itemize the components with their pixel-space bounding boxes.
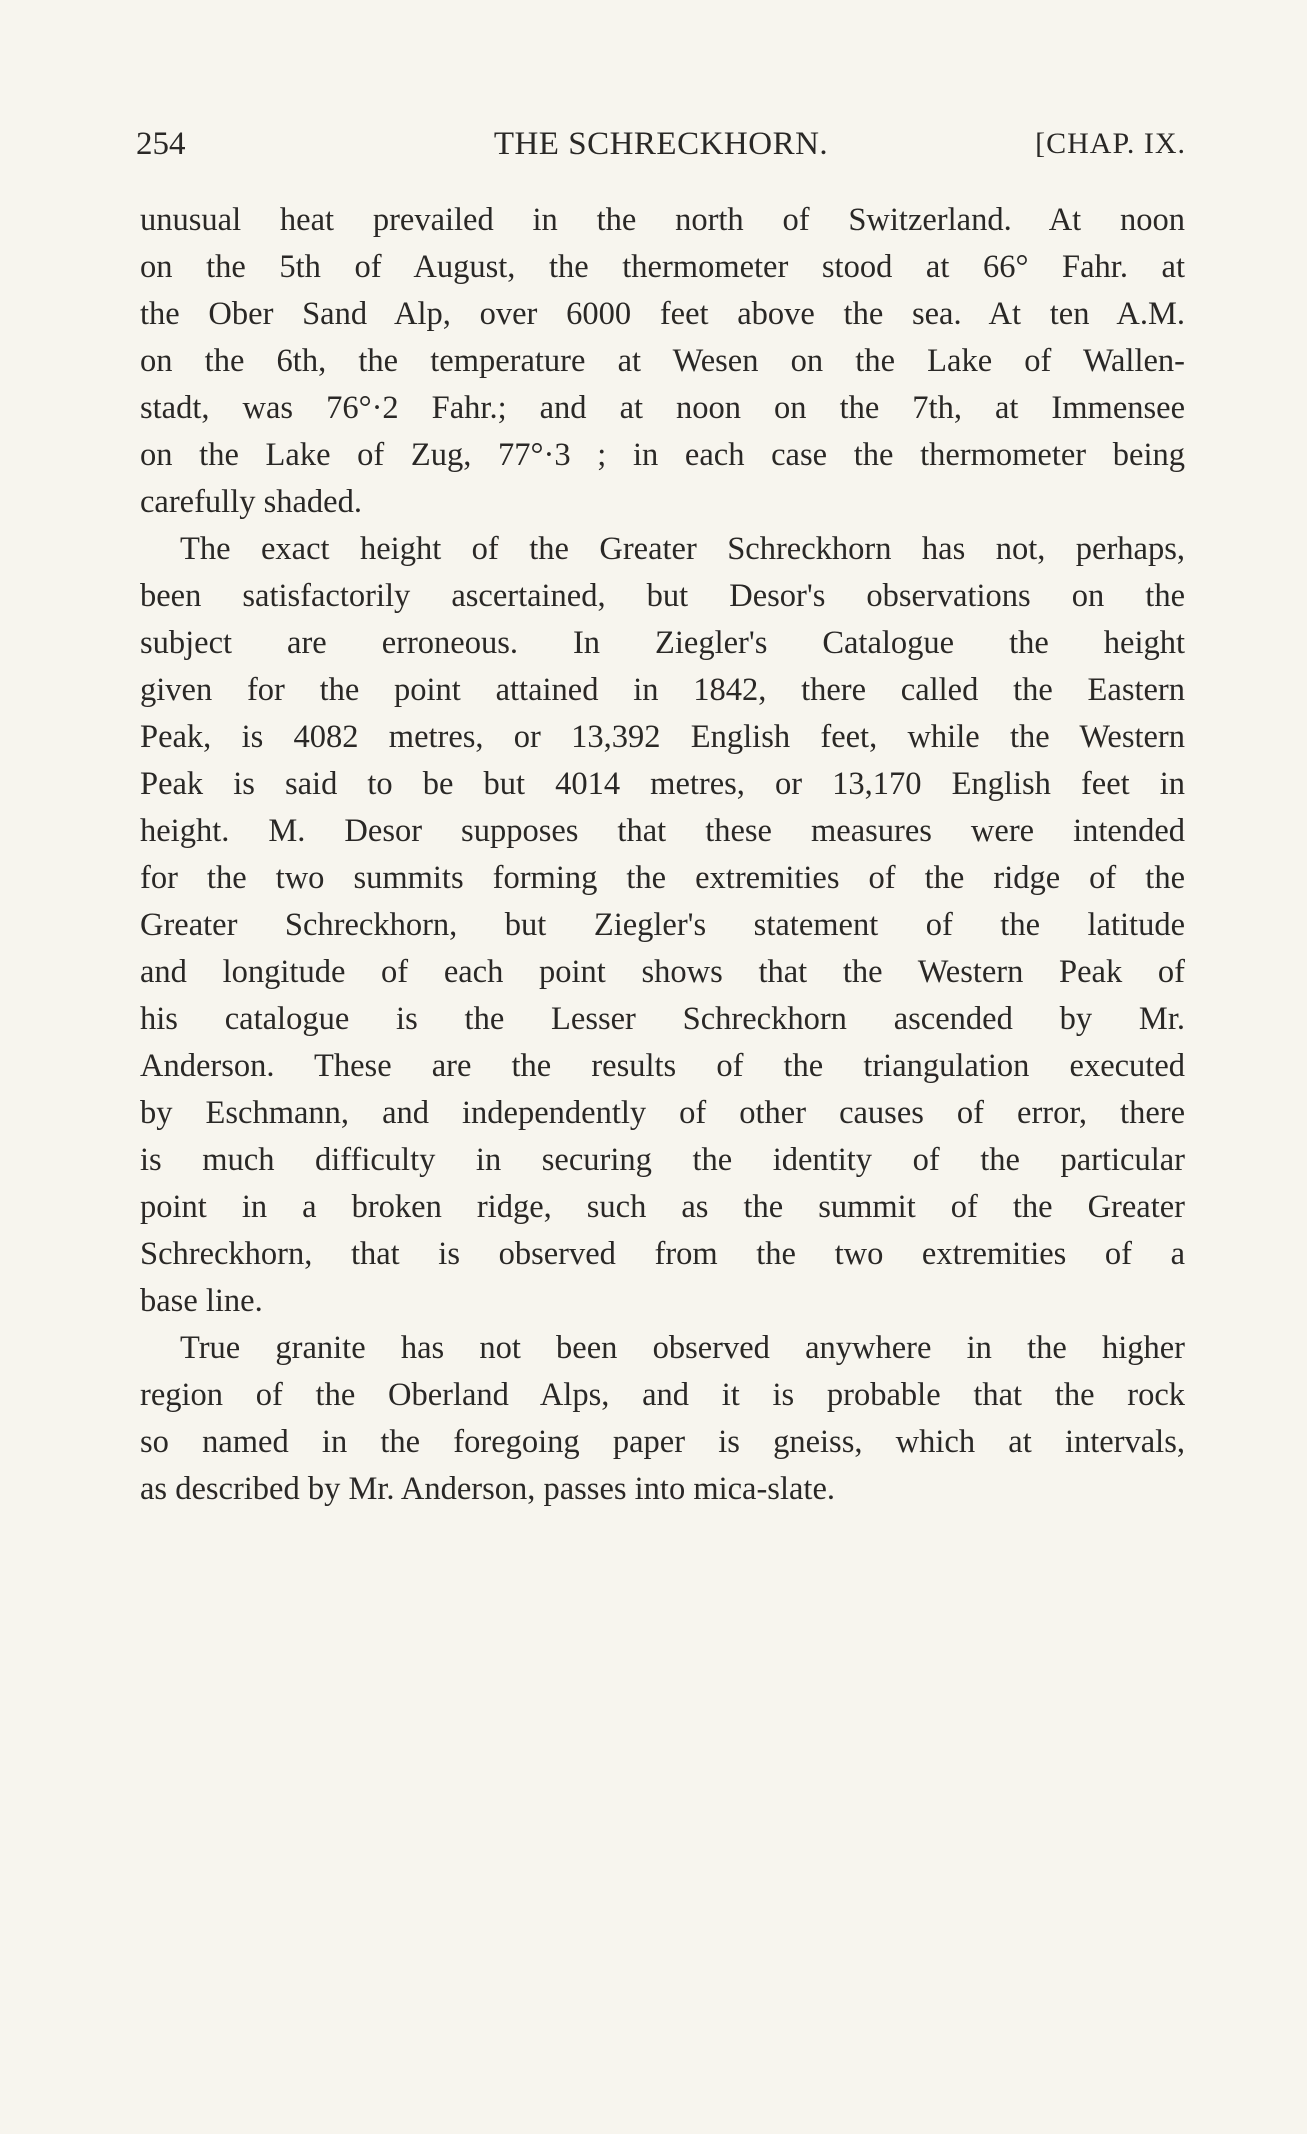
text-line: and longitude of each point shows that the Western Peak of [140,954,1185,990]
text-line: given for the point attained in 1842, there called the Eastern [140,672,1185,708]
text-line: subject are erroneous. In Ziegler's Catalogue the height [140,625,1185,661]
page-title: THE SCHRECKHORN. [493,126,829,162]
text-line: unusual heat prevailed in the north of Switzerland. At noon [140,202,1185,238]
text-line: Anderson. These are the results of the triangulation executed [140,1048,1185,1084]
text-line: region of the Oberland Alps, and it is probable that the rock [140,1377,1185,1413]
body-text [140,197,1185,1513]
text-line: on the Lake of Zug, 77°·3 ; in each case the thermometer being [140,437,1185,473]
running-head [136,124,1186,164]
text-line: his catalogue is the Lesser Schreckhorn ascended by Mr. [140,1001,1185,1037]
page-number: 254 [136,126,186,162]
text-line: on the 5th of August, the thermometer stood at 66° Fahr. at [140,249,1185,285]
text-line: stadt, was 76°·2 Fahr.; and at noon on the 7th, at Immensee [140,390,1185,426]
chapter-reference: [CHAP. IX. [1035,127,1186,160]
text-line: Peak is said to be but 4014 metres, or 13,170 English feet in [140,766,1185,802]
text-line: carefully shaded. [140,484,362,520]
text-line: point in a broken ridge, such as the summit of the Greater [140,1189,1185,1225]
text-line: height. M. Desor supposes that these measures were intended [140,813,1185,849]
paragraph-height [140,526,1185,1325]
text-line: for the two summits forming the extremities of the ridge of the [140,860,1185,896]
text-line: Greater Schreckhorn, but Ziegler's statement of the latitude [140,907,1185,943]
text-line: is much difficulty in securing the identity of the particular [140,1142,1185,1178]
text-line: The exact height of the Greater Schreckhorn has not, perhaps, [180,531,1185,567]
text-line: base line. [140,1283,263,1319]
paragraph-granite [140,1325,1185,1513]
text-line: as described by Mr. Anderson, passes into mica-slate. [140,1471,835,1507]
text-line: on the 6th, the temperature at Wesen on the Lake of Wallen- [140,343,1185,379]
text-line: so named in the foregoing paper is gneiss, which at intervals, [140,1424,1185,1460]
text-line: by Eschmann, and independently of other causes of error, there [140,1095,1185,1131]
text-line: Peak, is 4082 metres, or 13,392 English feet, while the Western [140,719,1185,755]
text-line: True granite has not been observed anywhere in the higher [180,1330,1185,1366]
text-line: been satisfactorily ascertained, but Desor's observations on the [140,578,1185,614]
text-line: the Ober Sand Alp, over 6000 feet above the sea. At ten A.M. [140,296,1185,332]
text-line: Schreckhorn, that is observed from the two extremities of a [140,1236,1185,1272]
paragraph-heat [140,197,1185,526]
